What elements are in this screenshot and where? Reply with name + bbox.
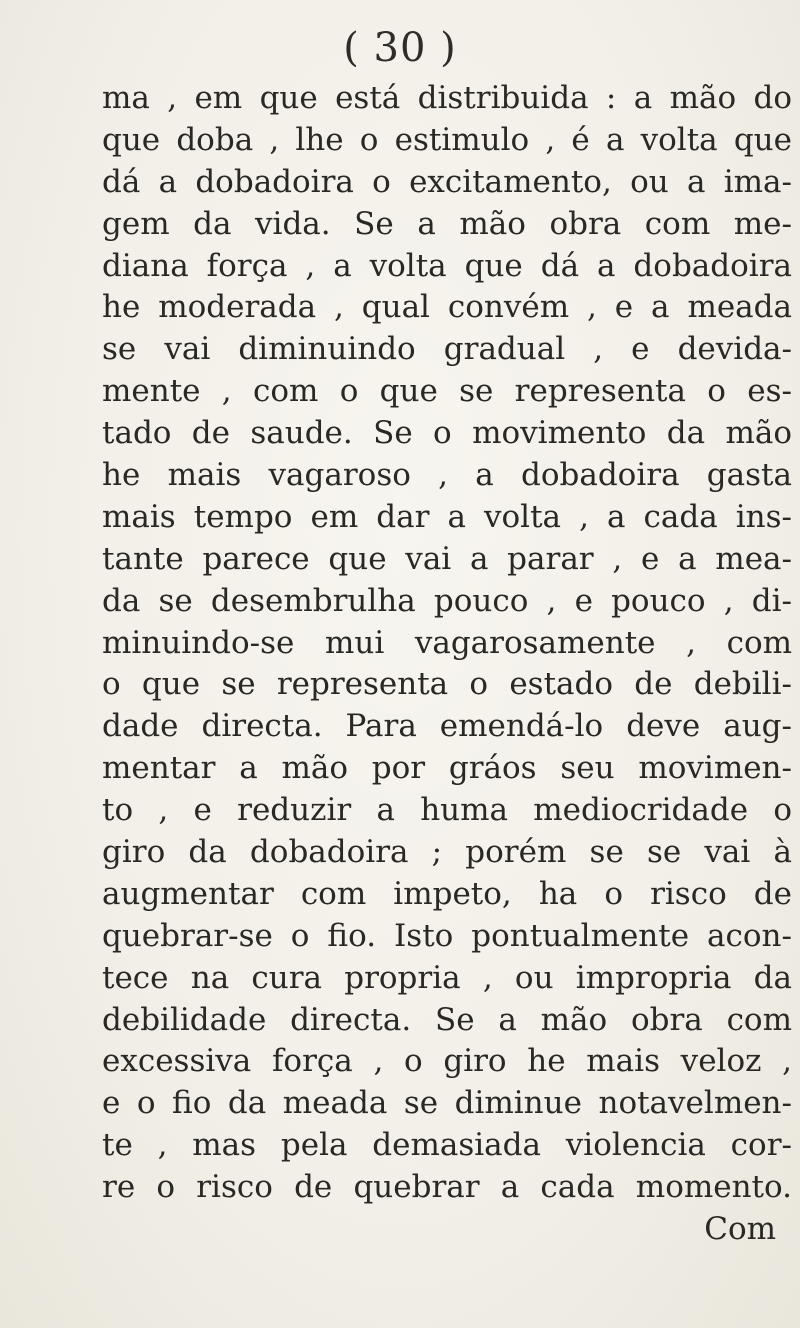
text-line: tece na cura propria , ou impropria da [102, 959, 792, 996]
text-line: debilidade directa. Se a mão obra com [102, 1001, 792, 1038]
text-line: to , e reduzir a huma mediocridade o [102, 792, 792, 829]
text-line: tante parece que vai a parar , e a mea- [102, 540, 792, 577]
text-line: dá a dobadoira o excitamento, ou a ima- [102, 163, 792, 200]
text-line: augmentar com impeto, ha o risco de [102, 875, 792, 912]
text-line: diana força , a volta que dá a dobadoira [102, 247, 792, 284]
text-line: minuindo-se mui vagarosamente , com [102, 624, 792, 661]
text-line: gem da vida. Se a mão obra com me- [102, 205, 792, 242]
text-line: quebrar-se o fio. Isto pontualmente acon- [102, 917, 792, 954]
text-line: te , mas pela demasiada violencia cor- [102, 1127, 792, 1164]
text-line: mente , com o que se representa o es- [102, 373, 792, 410]
text-line: da se desembrulha pouco , e pouco , di- [102, 582, 792, 619]
body-text [102, 78, 792, 1251]
text-line: mais tempo em dar a volta , a cada ins- [102, 498, 792, 535]
text-line: e o fio da meada se diminue notavelmen- [102, 1085, 792, 1122]
catchword: Com [704, 1211, 776, 1248]
text-line: tado de saude. Se o movimento da mão [102, 415, 792, 452]
text-line: giro da dobadoira ; porém se se vai à [102, 834, 792, 871]
text-line: he moderada , qual convém , e a meada [102, 289, 792, 326]
text-line: se vai diminuindo gradual , e devida- [102, 331, 792, 368]
text-line: he mais vagaroso , a dobadoira gasta [102, 457, 792, 494]
text-line: excessiva força , o giro he mais veloz , [102, 1043, 792, 1080]
text-line: o que se representa o estado de debili- [102, 666, 792, 703]
page-number: ( 30 ) [343, 25, 457, 71]
text-line: mentar a mão por gráos seu movimen- [102, 750, 792, 787]
text-line: ma , em que está distribuida : a mão do [102, 80, 792, 116]
text-line: re o risco de quebrar a cada momento. [102, 1169, 792, 1206]
text-line: dade directa. Para emendá-lo deve aug- [102, 708, 792, 745]
text-line: que doba , lhe o estimulo , é a volta que [102, 121, 792, 158]
